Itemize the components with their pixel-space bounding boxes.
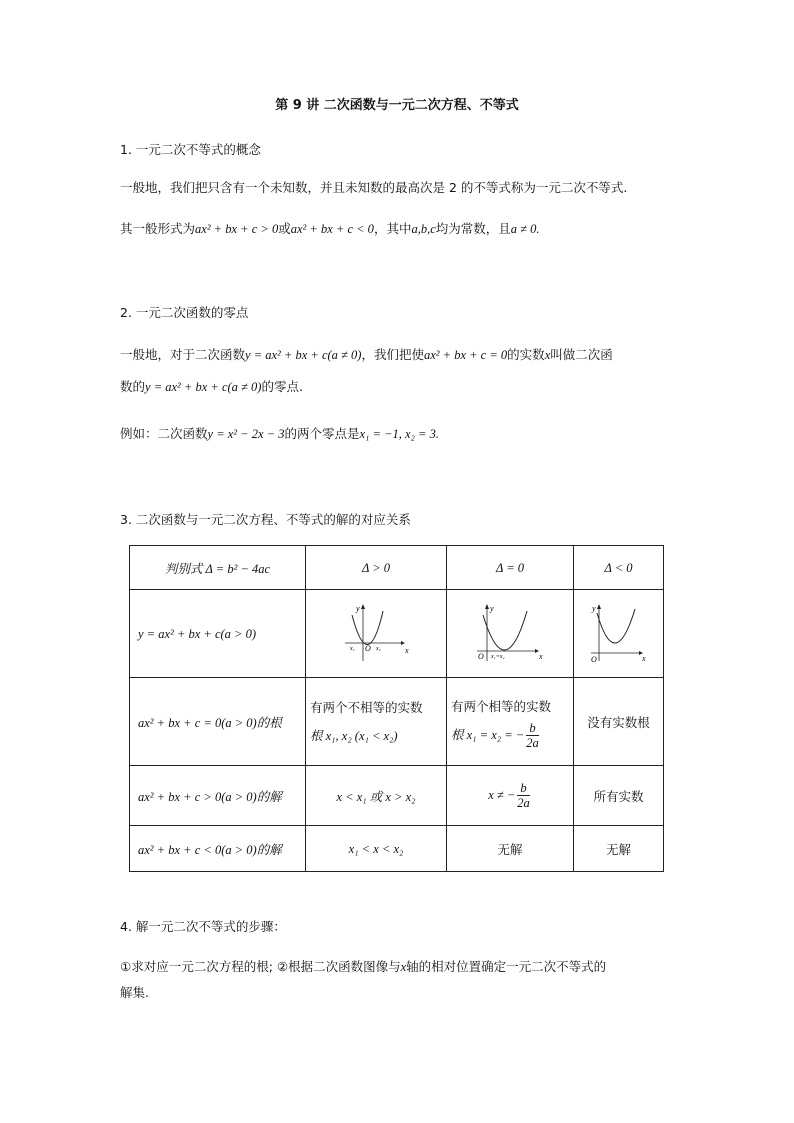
axis-label-x: x	[641, 654, 646, 663]
graph-delta-negative	[574, 590, 664, 678]
gt-delta-negative: 所有实数	[574, 766, 664, 826]
gt-delta-positive: x < x₁ 或 x > x₂	[306, 766, 447, 826]
variable-x: x	[544, 348, 551, 362]
section-2-line-1	[120, 345, 613, 363]
roots-row-label: ax² + bx + c = 0(a > 0)的根	[130, 678, 306, 766]
text: 其一般形式为	[120, 221, 196, 236]
section-2-line-2	[120, 377, 303, 395]
graph-delta-zero	[447, 590, 574, 678]
table-row	[130, 766, 664, 826]
section-3-heading: 3. 二次函数与一元二次方程、不等式的解的对应关系	[120, 512, 411, 527]
text: ①求对应一元二次方程的根; ②根据二次函数图像与	[120, 959, 401, 974]
header-delta-negative: Δ < 0	[574, 546, 664, 590]
section-1-line-1: 一般地，我们把只含有一个未知数，并且未知数的最高次是 2 的不等式称为一元二次不等式.	[120, 180, 628, 195]
section-2-heading: 2. 一元二次函数的零点	[120, 305, 249, 320]
axis-label-y: y	[490, 604, 494, 613]
variables: a,b,c	[411, 222, 436, 236]
header-delta-positive: Δ > 0	[306, 546, 447, 590]
text: 或	[278, 221, 291, 236]
lt-row-label: ax² + bx + c < 0(a > 0)的解	[130, 826, 306, 872]
table-row	[130, 826, 664, 872]
function-formula: y = ax² + bx + c(a ≠ 0)	[145, 380, 262, 394]
example-function: y = x² − 2x − 3	[207, 427, 285, 441]
axis-label-x: x	[539, 652, 543, 661]
text: 轴的相对位置确定一元二次不等式的	[406, 959, 607, 974]
parabola-one-root-graph	[475, 601, 545, 663]
fraction-b-over-2a: $\frac{b}{2a}$	[517, 781, 530, 810]
text: 的两个零点是	[284, 426, 360, 441]
roots-delta-positive	[306, 678, 447, 766]
axis-label-x: x	[405, 646, 409, 655]
table-row	[130, 678, 664, 766]
text: 均为常数，且	[435, 221, 511, 236]
roots-equal-line-2: 根 x₁ = x₂ = − $\frac{b}{2a}$	[451, 721, 539, 750]
fraction-b-over-2a: $\frac{b}{2a}$	[526, 721, 539, 750]
text: 的实数	[507, 347, 545, 362]
text: 例如：二次函数	[120, 426, 208, 441]
root-label-x1: x₁	[350, 646, 355, 652]
function-formula: y = ax² + bx + c(a ≠ 0)	[245, 348, 362, 362]
parabola-two-roots-graph	[343, 601, 409, 663]
parabola-no-roots-graph	[589, 601, 649, 663]
section-2-example	[120, 424, 439, 442]
example-zeros: x₁ = −1, x₂ = 3.	[359, 427, 439, 441]
condition: a ≠ 0.	[510, 222, 540, 236]
text: 的零点.	[261, 379, 303, 394]
correspondence-table	[129, 545, 664, 872]
axis-label-y: y	[591, 604, 596, 613]
root-label-equal: x₁=x₂	[491, 654, 505, 660]
equation-formula: ax² + bx + c = 0	[423, 348, 508, 362]
text: 数的	[120, 379, 146, 394]
roots-delta-zero	[447, 678, 574, 766]
lt-delta-negative: 无解	[574, 826, 664, 872]
gt-delta-zero: x ≠ − $\frac{b}{2a}$	[447, 766, 574, 826]
origin-label: O	[365, 644, 371, 653]
text: ，我们把使	[361, 347, 424, 362]
table-row	[130, 590, 664, 678]
roots-delta-negative: 没有实数根	[574, 678, 664, 766]
graph-row-label: y = ax² + bx + c(a > 0)	[130, 590, 306, 678]
origin-label: O	[478, 652, 484, 661]
text: ，其中	[373, 221, 412, 236]
text: 一般地，对于二次函数	[120, 347, 246, 362]
gt-row-label: ax² + bx + c > 0(a > 0)的解	[130, 766, 306, 826]
axis-label-y: y	[356, 604, 360, 613]
origin-label: O	[590, 655, 597, 663]
section-4-heading: 4. 解一元二次不等式的步骤：	[120, 919, 286, 934]
variable-x: x	[400, 960, 407, 974]
roots-two-line-2: 根 x₁, x₂ (x₁ < x₂)	[310, 728, 398, 743]
section-4-line-2: 解集.	[120, 985, 149, 1000]
header-discriminant: 判别式 Δ = b² − 4ac	[130, 546, 306, 590]
table-row	[130, 546, 664, 590]
section-1-heading: 1. 一元二次不等式的概念	[120, 142, 261, 157]
inequality-lt: ax² + bx + c < 0	[290, 222, 374, 236]
lt-delta-positive: x₁ < x < x₂	[306, 826, 447, 872]
text: 叫做二次函	[550, 347, 613, 362]
graph-delta-positive	[306, 590, 447, 678]
section-1-line-2	[120, 219, 540, 237]
lt-delta-zero: 无解	[447, 826, 574, 872]
inequality-gt: ax² + bx + c > 0	[195, 222, 279, 236]
roots-equal-line-1: 有两个相等的实数	[451, 699, 552, 714]
roots-two-line-1: 有两个不相等的实数	[310, 699, 423, 715]
header-delta-zero: Δ = 0	[447, 546, 574, 590]
root-label-x2: x₂	[376, 646, 381, 652]
page-title: 第 9 讲 二次函数与一元二次方程、不等式	[275, 98, 519, 113]
section-4-line-1	[120, 957, 606, 975]
